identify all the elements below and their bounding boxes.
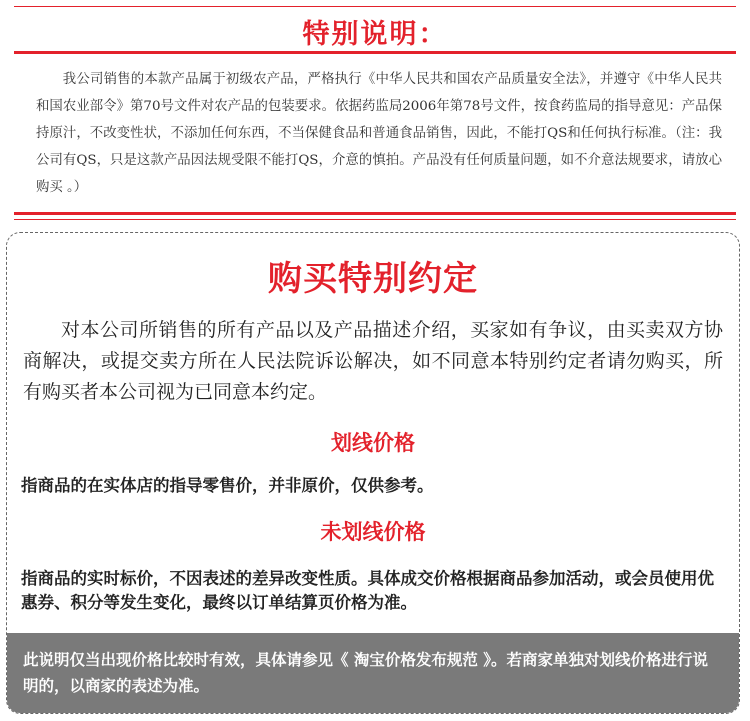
strikethrough-price-description: 指商品的在实体店的指导零售价，并非原价，仅供参考。: [21, 476, 434, 495]
bottom-divider-thick: [14, 212, 736, 215]
top-divider-thin: [14, 6, 736, 7]
special-notice-paragraph: 我公司销售的本款产品属于初级农产品，严格执行《中华人民共和国农产品质量安全法》，并遵守《中华人民共和国农业部令》第70号文件对农产品的包装要求。依据药监局2006年第78号文件，按食药监局的指导意见：产品保持原汁，不改变性状，不添加任何东西，不当保健食品和普通食品销售，因此，不能打QS和任何执行标准。（注：我公司有QS，只是这款产品因法规受限不能打QS，介意的慎拍。产品没有任何质量问题，如不介意法规要求，请放心购买 。）: [36, 72, 722, 195]
title-divider-thick: [14, 51, 736, 54]
footer-note-bar: [7, 633, 739, 713]
bottom-divider-thin: [14, 219, 736, 220]
footer-note-text: 此说明仅当出现价格比较时有效，具体请参见《 淘宝价格发布规范 》。若商家单独对划线价格进行说明的，以商家的表述为准。: [23, 651, 709, 695]
purchase-agreement-paragraph: 对本公司所销售的所有产品以及产品描述介绍，买家如有争议，由买卖双方协商解决，或提交卖方所在人民法院诉讼解决，如不同意本特别约定者请勿购买，所有购买者本公司视为已同意本约定。: [23, 319, 723, 403]
non-strikethrough-price-heading: 未划线价格: [320, 520, 426, 544]
purchase-agreement-title: 购买特别约定: [268, 259, 478, 299]
special-notice-title: 特别说明：: [302, 19, 448, 50]
special-notice-section: [0, 0, 750, 222]
non-strikethrough-price-description: 指商品的实时标价，不因表述的差异改变性质。具体成交价格根据商品参加活动，或会员使用优惠券、积分等发生变化，最终以订单结算页价格为准。: [21, 569, 714, 612]
purchase-agreement-panel: [6, 232, 740, 714]
strikethrough-price-heading: 划线价格: [331, 431, 415, 455]
